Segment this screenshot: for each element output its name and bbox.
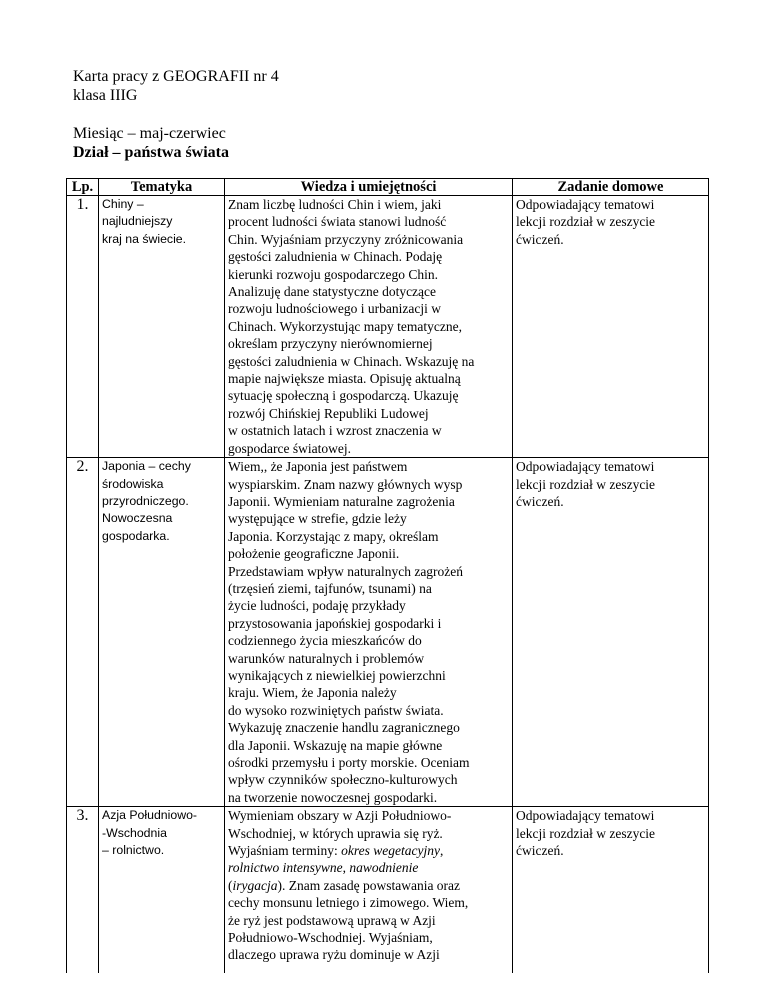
- content-line: Wykazuję znaczenie handlu zagranicznego: [228, 720, 460, 736]
- content-text: ). Znam zasadę powstawania oraz: [277, 877, 461, 893]
- content-line: sytuację społeczną i gospodarczą. Ukazuję: [228, 388, 459, 404]
- column-header-lp: Lp.: [67, 179, 99, 196]
- content-line: dla Japonii. Wskazuję na mapie główne: [228, 737, 443, 753]
- homework-line: Odpowiadający tematowi: [516, 197, 655, 212]
- content-line: kierunki rozwoju gospodarczego Chin.: [228, 266, 438, 282]
- content-line: wynikających z niewielkiej powierzchni: [228, 667, 446, 683]
- worksheet-title: Karta pracy z GEOGRAFII nr 4: [73, 68, 279, 85]
- homework-line: lekcji rozdział w zeszycie: [516, 476, 656, 492]
- content-line: warunków naturalnych i problemów: [228, 650, 425, 666]
- column-header-topic: Tematyka: [99, 179, 225, 196]
- content-line: ośrodki przemysłu i porty morskie. Oceniam: [228, 755, 470, 770]
- column-header-content: Wiedza i umiejętności: [225, 179, 513, 196]
- content-line: Południowo-Wschodniej. Wyjaśniam,: [228, 930, 433, 946]
- content-line: (trzęsień ziemi, tajfunów, tsunami) na: [228, 580, 432, 596]
- row-homework: [513, 458, 709, 807]
- row-homework: [513, 807, 709, 974]
- table-row: [67, 196, 709, 458]
- content-line: występujące w strefie, gdzie leży: [228, 511, 407, 527]
- term-intensive-farming: rolnictwo intensywne: [228, 860, 343, 876]
- row-number: 2.: [67, 458, 99, 807]
- topic-line: przyrodniczego.: [102, 493, 189, 508]
- content-line: położenie geograficzne Japonii.: [228, 546, 400, 562]
- homework-line: Odpowiadający tematowi: [516, 808, 655, 824]
- row-number: 3.: [67, 807, 99, 974]
- row-topic: [99, 196, 225, 458]
- content-line: gęstości zaludnienia w Chinach. Wskazuję na: [228, 353, 475, 369]
- content-line: Analizuję dane statystyczne dotyczące: [228, 284, 437, 300]
- content-line: gospodarce światowej.: [228, 440, 351, 456]
- content-line: gęstości zaludnienia w Chinach. Podaję: [228, 249, 443, 265]
- content-line: że ryż jest podstawową uprawą w Azji: [228, 912, 436, 928]
- topic-line: środowiska: [102, 476, 164, 491]
- class-label: klasa IIIG: [73, 87, 138, 104]
- content-line: Wiem,, że Japonia jest państwem: [228, 459, 408, 475]
- topic-line: gospodarka.: [102, 528, 170, 543]
- content-line: codziennego życia mieszkańców do: [228, 633, 422, 649]
- lesson-plan-table: [66, 178, 709, 973]
- topic-line: najludniejszy: [102, 214, 173, 229]
- period-label: Miesiąc – maj-czerwiec: [73, 125, 226, 142]
- topic-line: Azja Południowo-: [102, 808, 198, 823]
- content-line: Wymieniam obszary w Azji Południowo-: [228, 808, 452, 824]
- topic-line: Japonia – cechy: [102, 459, 191, 474]
- homework-line: ćwiczeń.: [516, 493, 564, 509]
- content-line: [228, 842, 509, 859]
- content-line: [228, 859, 509, 876]
- column-header-homework: Zadanie domowe: [513, 179, 709, 196]
- content-line: rozwoju ludnościowego i urbanizacji w: [228, 301, 441, 317]
- table-row: [67, 807, 709, 974]
- topic-line: kraj na świecie.: [102, 231, 187, 246]
- homework-line: lekcji rozdział w zeszycie: [516, 825, 656, 841]
- content-line: na tworzenie nowoczesnej gospodarki.: [228, 789, 438, 805]
- term-growing-season: okres wegetacyjny: [341, 843, 441, 859]
- content-line: mapie największe miasta. Opisuję aktualną: [228, 371, 461, 387]
- content-line: Chin. Wyjaśniam przyczyny zróżnicowania: [228, 231, 464, 247]
- content-text: ,: [440, 843, 444, 859]
- topic-line: Chiny –: [102, 197, 144, 211]
- content-line: rozwój Chińskiej Republiki Ludowej: [228, 405, 429, 421]
- content-line: dlaczego uprawa ryżu dominuje w Azji: [228, 947, 440, 963]
- content-text: (: [228, 877, 233, 893]
- row-content: [225, 807, 513, 974]
- row-homework: [513, 196, 709, 458]
- content-line: kraju. Wiem, że Japonia należy: [228, 685, 397, 701]
- content-line: Japonii. Wymieniam naturalne zagrożenia: [228, 493, 455, 509]
- term-irrigation: nawodnienie: [349, 860, 419, 876]
- section-label: Dział – państwa świata: [73, 144, 230, 161]
- content-line: Chinach. Wykorzystując mapy tematyczne,: [228, 318, 462, 334]
- content-text: ,: [342, 860, 350, 876]
- content-text: Wyjaśniam terminy:: [228, 843, 342, 859]
- topic-line: Nowoczesna: [102, 511, 173, 526]
- homework-line: Odpowiadający tematowi: [516, 459, 655, 475]
- content-line: procent ludności świata stanowi ludność: [228, 214, 447, 230]
- topic-line: – rolnictwo.: [102, 843, 165, 858]
- row-number: 1.: [67, 196, 99, 458]
- content-line: określam przyczyny nierównomiernej: [228, 336, 433, 352]
- content-line: życie ludności, podaję przykłady: [228, 598, 406, 614]
- content-line: Japonia. Korzystając z mapy, określam: [228, 528, 439, 544]
- row-topic: [99, 807, 225, 974]
- content-line: Przedstawiam wpływ naturalnych zagrożeń: [228, 563, 464, 579]
- content-line: [228, 877, 509, 894]
- table-header-row: [67, 179, 709, 196]
- content-line: w ostatnich latach i wzrost znaczenia w: [228, 423, 442, 439]
- content-line: Znam liczbę ludności Chin i wiem, jaki: [228, 197, 442, 212]
- table-row: [67, 458, 709, 807]
- content-line: przystosowania japońskiej gospodarki i: [228, 615, 442, 631]
- content-line: Wschodniej, w których uprawia się ryż.: [228, 825, 443, 841]
- row-content: [225, 196, 513, 458]
- row-content: [225, 458, 513, 807]
- content-line: wyspiarskim. Znam nazwy głównych wysp: [228, 476, 463, 492]
- content-line: do wysoko rozwiniętych państw świata.: [228, 702, 444, 718]
- homework-line: ćwiczeń.: [516, 843, 564, 859]
- homework-line: ćwiczeń.: [516, 231, 564, 247]
- topic-line: -Wschodnia: [102, 825, 167, 840]
- homework-line: lekcji rozdział w zeszycie: [516, 214, 656, 230]
- term-irrigation-synonym: irygacja: [232, 877, 278, 893]
- content-line: cechy monsunu letniego i zimowego. Wiem,: [228, 895, 469, 911]
- content-line: wpływ czynników społeczno-kulturowych: [228, 772, 458, 788]
- row-topic: [99, 458, 225, 807]
